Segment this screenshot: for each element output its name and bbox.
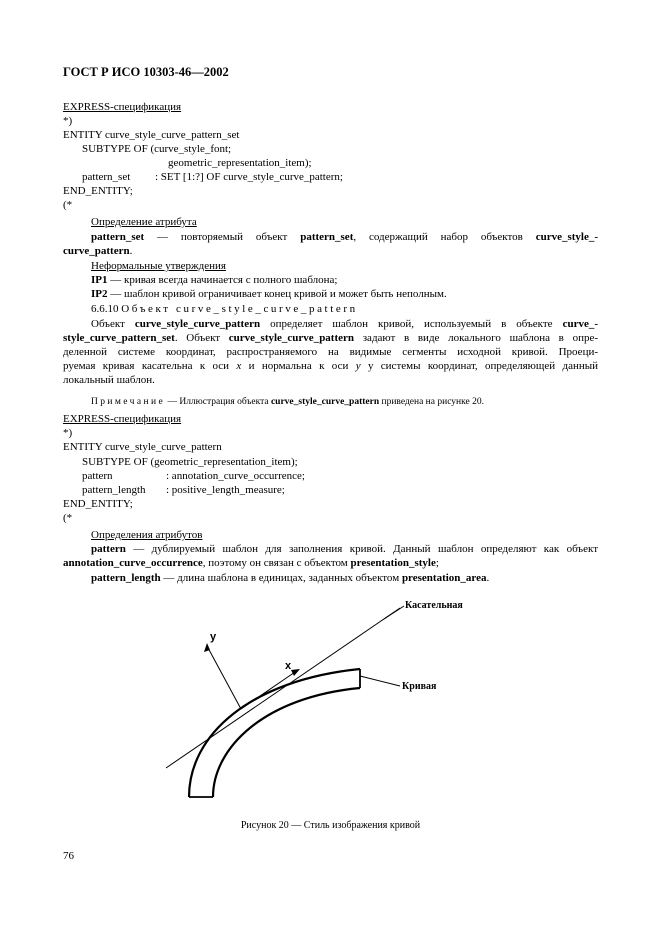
term: annotation_curve_occurrence (63, 557, 203, 569)
definition-heading-1: Определение атрибута (91, 216, 197, 228)
definition-heading-2: Определения атрибутов (91, 529, 203, 541)
curve-pointer (360, 676, 400, 686)
text: , поэтому он связан с объектом (202, 557, 351, 569)
x-arrow-head (291, 669, 300, 676)
text: определяет шаблон кривой, используемый в объекте (260, 318, 563, 330)
express-spec-label-2: EXPRESS-спецификация (63, 413, 182, 425)
figure-caption: Рисунок 20 — Стиль изображения кривой (240, 820, 421, 831)
end-entity-1: END_ENTITY; (63, 185, 133, 197)
attr-name: pattern (82, 470, 113, 482)
para-line-3: деленной системе координат, распространяемого на видимые сегменты исходной кривой. Проеци- (63, 346, 598, 358)
subtype-line-2: SUBTYPE OF (geometric_representation_item); (82, 456, 298, 468)
text: ; (435, 557, 439, 569)
curve-inner-edge (213, 688, 360, 797)
text: — Иллюстрация объекта (165, 397, 271, 407)
italic-var: x (236, 360, 242, 372)
text: . Объект (174, 332, 229, 344)
comment-close-1: (* (63, 199, 73, 211)
subtype-cont-1: geometric_representation_item); (168, 157, 312, 169)
text: приведена на рисунке 20. (379, 397, 484, 407)
subtype-line-1: SUBTYPE OF (curve_style_font; (82, 143, 232, 155)
tangent-pointer (384, 606, 404, 619)
tangent-line (166, 608, 400, 768)
attr-type: : annotation_curve_occurrence; (166, 470, 305, 482)
y-axis-label: y (210, 631, 217, 643)
text: руемая кривая касательна к оси (63, 360, 237, 372)
text: — длина шаблона в единицах, заданных объектом (160, 572, 402, 584)
term: pattern_set (91, 231, 145, 243)
x-axis-label: x (285, 660, 292, 672)
term: curve_style_curve_pattern (270, 397, 380, 407)
comment-close-2: (* (63, 512, 73, 524)
term: curve_style_curve_pattern (134, 318, 261, 330)
text: — дублируемый шаблон для заполнения кривой. Данный шаблон определяют как объект (125, 543, 598, 555)
text: задают в виде локального шаблона в опре- (354, 332, 598, 344)
text: и нормальна к оси (241, 360, 356, 372)
end-entity-2: END_ENTITY; (63, 498, 133, 510)
text: . (129, 245, 133, 257)
y-axis-arrow (207, 646, 241, 709)
tangent-label: Касательная (405, 600, 463, 611)
note-label: Примечание (91, 397, 166, 407)
term: presentation_area (401, 572, 487, 584)
document-header: ГОСТ Р ИСО 10303-46—2002 (63, 65, 229, 79)
attr-name: pattern_set (82, 171, 131, 183)
section-title: Объект curve_style_curve_pattern (121, 303, 358, 315)
curve-label: Кривая (402, 681, 437, 692)
term: pattern_length (91, 572, 161, 584)
attr-type: : positive_length_measure; (166, 484, 285, 496)
entity-line-1: ENTITY curve_style_curve_pattern_set (63, 129, 240, 141)
section-number: 6.6.10 (91, 303, 119, 315)
text: — кривая всегда начинается с полного шаблона; (107, 274, 338, 286)
term: curve_pattern (63, 245, 130, 257)
term: presentation_style (350, 557, 436, 569)
term: IP1 (91, 274, 108, 286)
term: pattern_set (300, 231, 354, 243)
term: style_curve_pattern_set (63, 332, 175, 344)
x-axis-arrow (241, 670, 298, 709)
term: curve_style_- (535, 231, 598, 243)
entity-line-2: ENTITY curve_style_curve_pattern (63, 441, 222, 453)
term: pattern (91, 543, 126, 555)
express-spec-label-1: EXPRESS-спецификация (63, 101, 182, 113)
text: . (486, 572, 490, 584)
text: , содержащий набор объектов (353, 231, 536, 243)
text: Объект (91, 318, 135, 330)
attr-type: : SET [1:?] OF curve_style_curve_pattern; (155, 171, 343, 183)
term: curve_- (562, 318, 598, 330)
para-line-5: локальный шаблон. (63, 374, 155, 386)
comment-open-1: *) (63, 115, 73, 127)
attr-name: pattern_length (82, 484, 146, 496)
term: curve_style_curve_pattern (228, 332, 355, 344)
italic-var: y (355, 360, 361, 372)
text: — шаблон кривой ограничивает конец кривой и может быть неполным. (107, 288, 447, 300)
comment-open-2: *) (63, 427, 73, 439)
informal-heading: Неформальные утверждения (91, 260, 226, 272)
text: у системы координат, определяющей данный (360, 360, 599, 372)
page-number: 76 (63, 850, 74, 862)
text: — повторяемый объект (144, 231, 301, 243)
term: IP2 (91, 288, 108, 300)
